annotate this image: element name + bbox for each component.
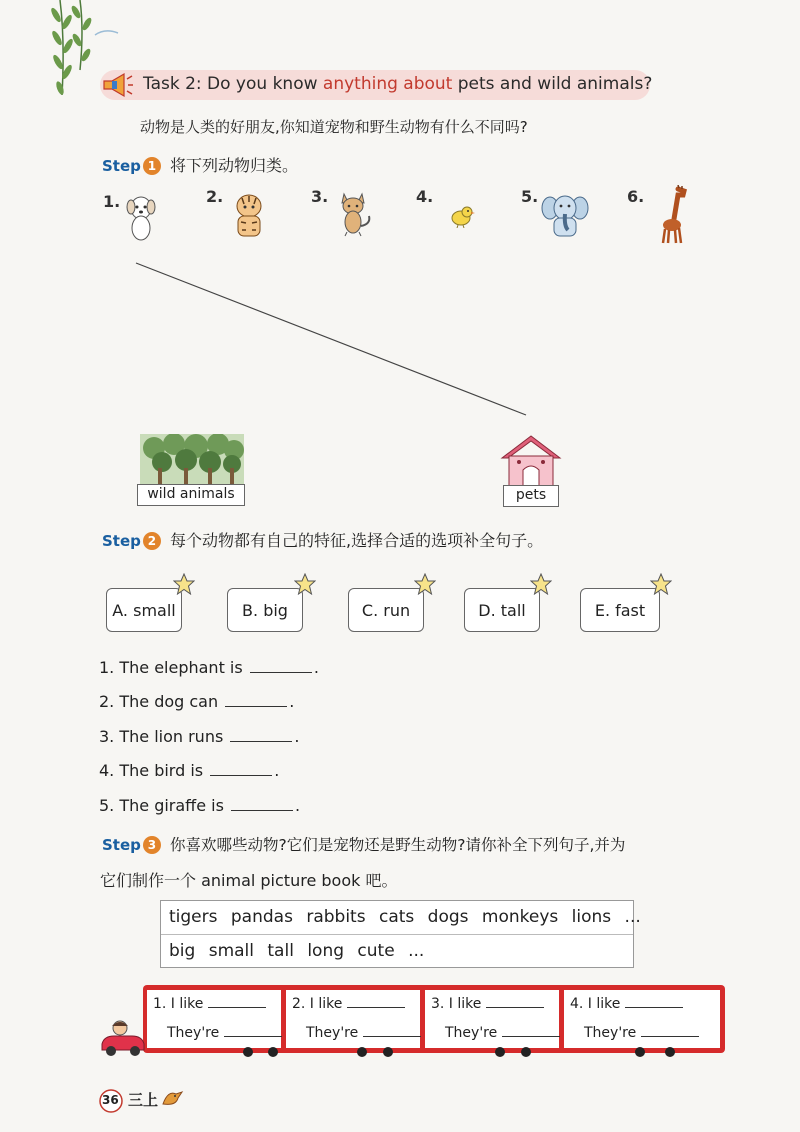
sentence-4: 4. The bird is . bbox=[99, 761, 280, 780]
star-icon bbox=[173, 573, 195, 595]
page-number: 36 bbox=[102, 1093, 119, 1107]
option-c: C. run bbox=[348, 588, 424, 632]
picture-book-card-4: 4. I like They're bbox=[564, 990, 720, 1048]
step3-instruction-line2: 它们制作一个 animal picture book 吧。 bbox=[100, 871, 398, 890]
task-title-highlight: anything about bbox=[322, 74, 453, 94]
answer-blank[interactable] bbox=[224, 1036, 282, 1037]
step-label: Step bbox=[102, 157, 141, 175]
step2-heading bbox=[102, 528, 543, 551]
grade-label: 三上 bbox=[128, 1091, 159, 1109]
animal-number-1: 1. bbox=[103, 192, 121, 211]
answer-blank[interactable] bbox=[231, 810, 293, 811]
animal-number-6: 6. bbox=[627, 187, 645, 206]
car-icon bbox=[98, 1018, 146, 1058]
option-d: D. tall bbox=[464, 588, 540, 632]
animal-number-3: 3. bbox=[311, 187, 329, 206]
word-bank-line1: tigers pandas rabbits cats dogs monkeys lions ... bbox=[169, 907, 641, 927]
answer-blank[interactable] bbox=[625, 1007, 683, 1008]
option-b: B. big bbox=[227, 588, 303, 632]
forest-icon bbox=[140, 434, 244, 486]
step1-instruction: 将下列动物归类。 bbox=[169, 156, 298, 175]
wild-animals-label: wild animals bbox=[137, 484, 245, 506]
answer-blank[interactable] bbox=[208, 1007, 266, 1008]
train-wheels bbox=[140, 1044, 740, 1060]
option-e: E. fast bbox=[580, 588, 660, 632]
sentence-3: 3. The lion runs . bbox=[99, 727, 300, 746]
option-a: A. small bbox=[106, 588, 182, 632]
sentence-2: 2. The dog can . bbox=[99, 692, 295, 711]
step3-heading bbox=[102, 833, 625, 855]
star-icon bbox=[530, 573, 552, 595]
word-bank-line2: big small tall long cute ... bbox=[169, 941, 425, 961]
answer-blank[interactable] bbox=[347, 1007, 405, 1008]
answer-blank[interactable] bbox=[486, 1007, 544, 1008]
star-icon bbox=[294, 573, 316, 595]
answer-blank[interactable] bbox=[225, 706, 287, 707]
step3-instruction-line1: 你喜欢哪些动物?它们是宠物还是野生动物?请你补全下列句子,并为 bbox=[169, 836, 626, 854]
answer-blank[interactable] bbox=[502, 1036, 560, 1037]
doghouse-icon bbox=[500, 434, 562, 486]
answer-blank[interactable] bbox=[210, 775, 272, 776]
word-bank bbox=[160, 900, 641, 968]
picture-book-card-1: 1. I like They're bbox=[147, 990, 281, 1048]
task-title: Task 2: Do you know anything about pets and wild animals? bbox=[143, 74, 653, 94]
animal-number-2: 2. bbox=[206, 187, 224, 206]
animal-number-4: 4. bbox=[416, 187, 434, 206]
sentence-1: 1. The elephant is . bbox=[99, 658, 319, 677]
pets-label: pets bbox=[503, 485, 559, 507]
picture-book-card-3: 3. I like They're bbox=[425, 990, 559, 1048]
answer-blank[interactable] bbox=[250, 672, 312, 673]
step2-instruction: 每个动物都有自己的特征,选择合适的选项补全句子。 bbox=[169, 531, 544, 550]
step-number: 2 bbox=[143, 532, 161, 550]
star-icon bbox=[414, 573, 436, 595]
task-intro: 动物是人类的好朋友,你知道宠物和野生动物有什么不同吗? bbox=[140, 118, 528, 136]
star-icon bbox=[650, 573, 672, 595]
animal-number-5: 5. bbox=[521, 187, 539, 206]
step-number: 1 bbox=[143, 157, 161, 175]
answer-blank[interactable] bbox=[230, 741, 292, 742]
picture-book-card-2: 2. I like They're bbox=[286, 990, 420, 1048]
answer-blank[interactable] bbox=[641, 1036, 699, 1037]
answer-blank[interactable] bbox=[363, 1036, 421, 1037]
sentence-5: 5. The giraffe is . bbox=[99, 796, 301, 815]
step-label: Step bbox=[102, 836, 141, 854]
bird-icon bbox=[160, 1088, 184, 1108]
step-label: Step bbox=[102, 532, 141, 550]
step-number: 3 bbox=[143, 836, 161, 854]
